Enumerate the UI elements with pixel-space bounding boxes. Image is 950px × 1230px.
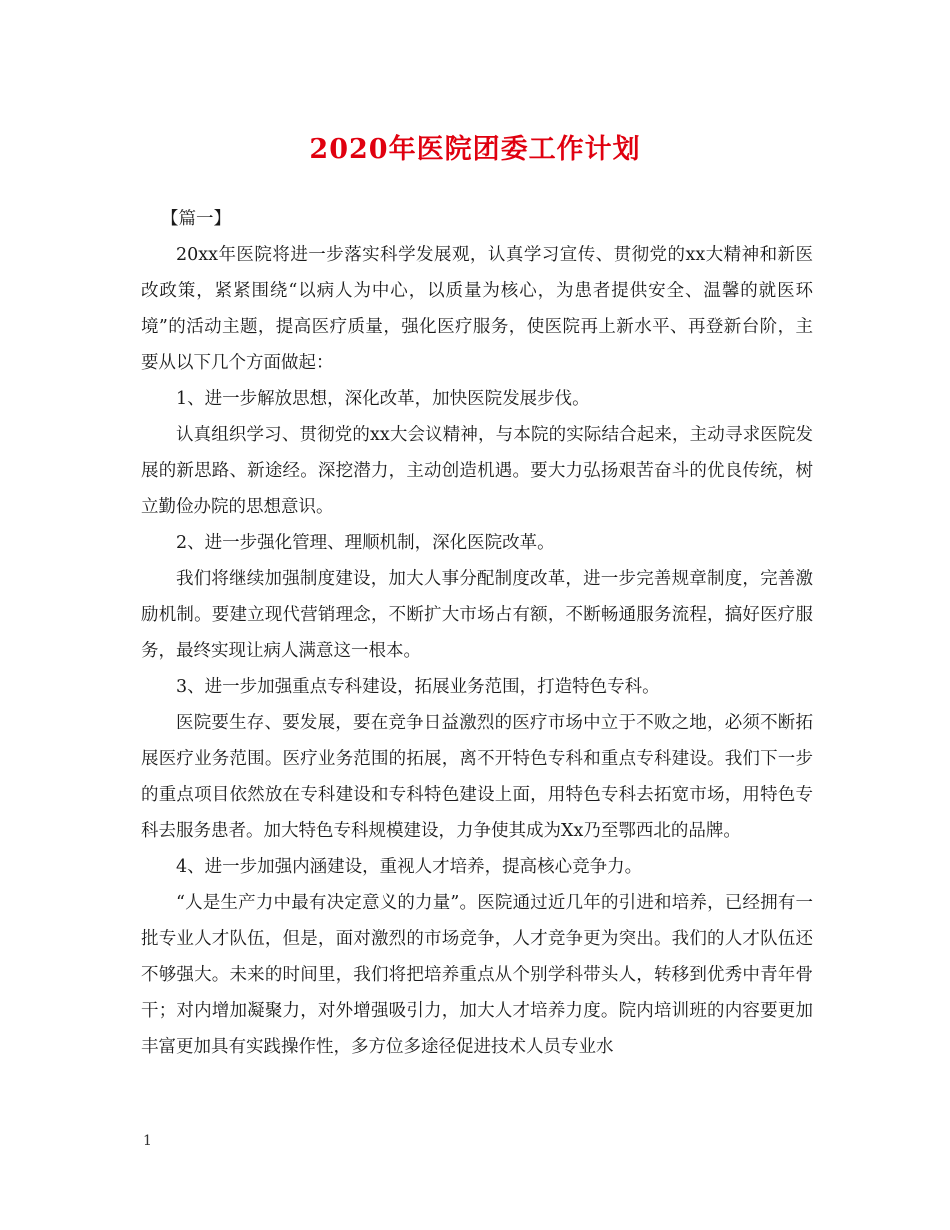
paragraph-1: 认真组织学习、贯彻党的xx大会议精神，与本院的实际结合起来，主动寻求医院发展的新思路、新途经。深挖潜力，主动创造机遇。要大力弘扬艰苦奋斗的优良传统，树立勤俭办院的思想意识。 [141,425,813,517]
document-title: 2020年医院团委工作计划 [309,134,641,165]
section-label: 【篇一】 [161,209,231,229]
document-body [141,201,813,1065]
point-heading-4: 4、进一步加强内涵建设，重视人才培养，提高核心竞争力。 [176,857,643,877]
paragraph-2: 我们将继续加强制度建设，加大人事分配制度改革，进一步完善规章制度，完善激励机制。要建立现代营销理念，不断扩大市场占有额，不断畅通服务流程，搞好医疗服务，最终实现让病人满意这一根本。 [141,569,813,661]
point-heading-2: 2、进一步强化管理、理顺机制，深化医院改革。 [176,533,555,553]
paragraph-intro: 20xx年医院将进一步落实科学发展观，认真学习宣传、贯彻党的xx大精神和新医改政策，紧紧围绕“以病人为中心，以质量为核心，为患者提供安全、温馨的就医环境”的活动主题，提高医疗质量，强化医疗服务，使医院再上新水平、再登新台阶，主要从以下几个方面做起： [141,245,813,373]
point-heading-1: 1、进一步解放思想，深化改革，加快医院发展步伐。 [176,389,590,409]
paragraph-3: 医院要生存、要发展，要在竞争日益激烈的医疗市场中立于不败之地，必须不断拓展医疗业务范围。医疗业务范围的拓展，离不开特色专科和重点专科建设。我们下一步的重点项目依然放在专科建设和专科特色建设上面，用特色专科去拓宽市场，用特色专科去服务患者。加大特色专科规模建设，力争使其成为Xx乃至鄂西北的品牌。 [141,713,813,841]
page-number: 1 [143,1133,152,1149]
paragraph-4: “人是生产力中最有决定意义的力量”。医院通过近几年的引进和培养，已经拥有一批专业人才队伍，但是，面对激烈的市场竞争，人才竞争更为突出。我们的人才队伍还不够强大。未来的时间里，我们将把培养重点从个别学科带头人，转移到优秀中青年骨干；对内增加凝聚力，对外增强吸引力，加大人才培养力度。院内培训班的内容要更加丰富更加具有实践操作性，多方位多途径促进技术人员专业水 [141,893,813,1057]
point-heading-3: 3、进一步加强重点专科建设，拓展业务范围，打造特色专科。 [176,677,660,697]
